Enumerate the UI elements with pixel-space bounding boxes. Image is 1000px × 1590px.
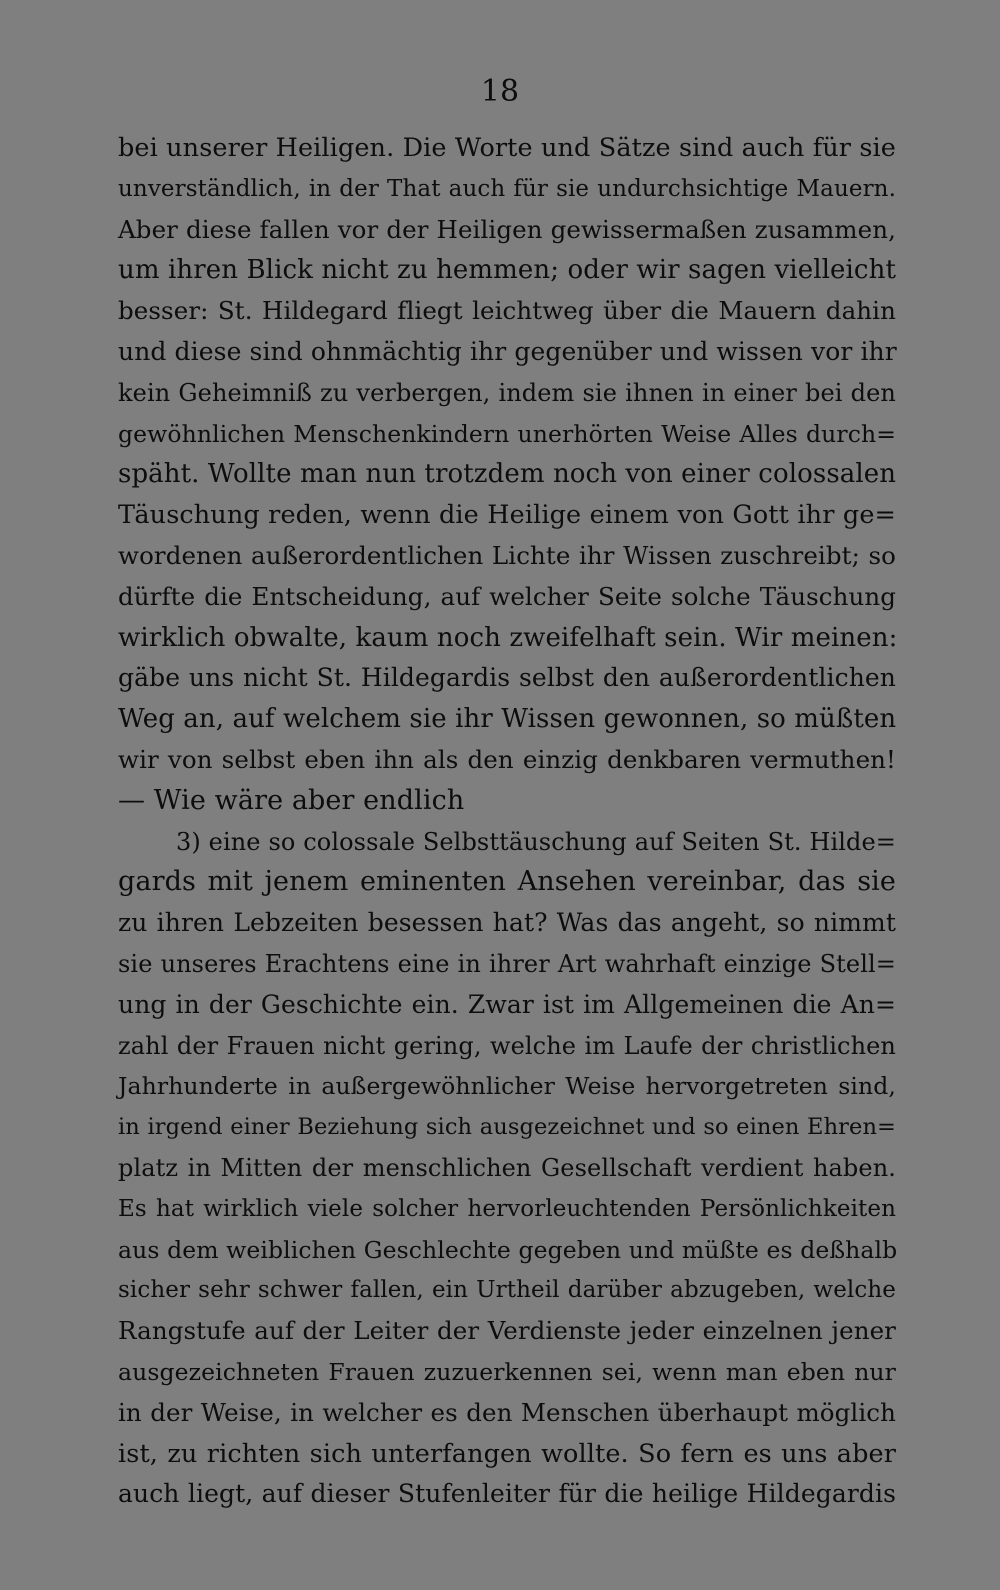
text-line: in irgend einer Beziehung sich ausgezeichnet und so einen Ehren= <box>118 1114 896 1141</box>
text-line: Es hat wirklich viele solcher hervorleuchtenden Persönlichkeiten <box>118 1195 896 1222</box>
body-text <box>118 128 896 1515</box>
page-number: 18 <box>480 74 520 109</box>
text-line: unverständlich, in der That auch für sie undurchsichtige Mauern. <box>118 175 896 202</box>
text-line: gards mit jenem eminenten Ansehen vereinbar, das sie <box>118 866 896 898</box>
text-line: aus dem weiblichen Geschlechte gegeben und müßte es deßhalb <box>118 1235 898 1264</box>
text-line: gäbe uns nicht St. Hildegardis selbst den außerordentlichen <box>118 663 896 693</box>
text-line: ausgezeichneten Frauen zuzuerkennen sei, wenn man eben nur <box>118 1357 896 1386</box>
text-line: wir von selbst eben ihn als den einzig denkbaren vermuthen! <box>118 744 896 774</box>
text-line: in der Weise, in welcher es den Menschen überhaupt möglich <box>118 1397 896 1427</box>
text-line: besser: St. Hildegard fliegt leichtweg über die Mauern dahin <box>118 296 896 326</box>
text-line: ist, zu richten sich unterfangen wollte. So fern es uns aber <box>118 1438 896 1469</box>
text-line: zahl der Frauen nicht gering, welche im Laufe der christlichen <box>118 1031 896 1060</box>
text-line: wirklich obwalte, kaum noch zweifelhaft sein. Wir meinen: <box>118 622 898 653</box>
text-line: ung in der Geschichte ein. Zwar ist im Allgemeinen die An= <box>118 989 896 1019</box>
text-line: Täuschung reden, wenn die Heilige einem von Gott ihr ge= <box>118 500 896 531</box>
text-line: um ihren Blick nicht zu hemmen; oder wir sagen vielleicht <box>118 255 896 286</box>
text-line: — Wie wäre aber endlich <box>118 784 465 816</box>
text-line: dürfte die Entscheidung, auf welcher Seite solche Täuschung <box>118 581 896 611</box>
text-line: Weg an, auf welchem sie ihr Wissen gewonnen, so müßten <box>118 704 897 735</box>
text-line: Rangstufe auf der Leiter der Verdienste jeder einzelnen jener <box>118 1316 896 1346</box>
text-line: gewöhnlichen Menschenkindern unerhörten Weise Alles durch= <box>118 419 896 448</box>
text-line: und diese sind ohnmächtig ihr gegenüber und wissen vor ihr <box>118 336 897 366</box>
text-line: sicher sehr schwer fallen, ein Urtheil darüber abzugeben, welche <box>118 1277 896 1304</box>
text-line: Jahrhunderte in außergewöhnlicher Weise hervorgetreten sind, <box>118 1072 896 1101</box>
text-line: Aber diese fallen vor der Heiligen gewissermaßen zusammen, <box>118 214 896 244</box>
text-line: auch liegt, auf dieser Stufenleiter für die heilige Hildegardis <box>118 1479 896 1509</box>
text-line: späht. Wollte man nun trotzdem noch von einer colossalen <box>118 459 897 490</box>
text-line: sie unseres Erachtens eine in ihrer Art wahrhaft einzige Stell= <box>118 949 896 978</box>
text-line: platz in Mitten der menschlichen Gesellschaft verdient haben. <box>118 1153 896 1182</box>
text-line: wordenen außerordentlichen Lichte ihr Wissen zuschreibt; so <box>118 540 896 570</box>
text-line: bei unserer Heiligen. Die Worte und Sätze sind auch für sie <box>118 133 896 163</box>
text-line: 3) eine so colossale Selbsttäuschung auf Seiten St. Hilde= <box>176 827 896 856</box>
text-line: kein Geheimniß zu verbergen, indem sie ihnen in einer bei den <box>118 378 896 407</box>
text-line: zu ihren Lebzeiten besessen hat? Was das angeht, so nimmt <box>118 908 896 938</box>
